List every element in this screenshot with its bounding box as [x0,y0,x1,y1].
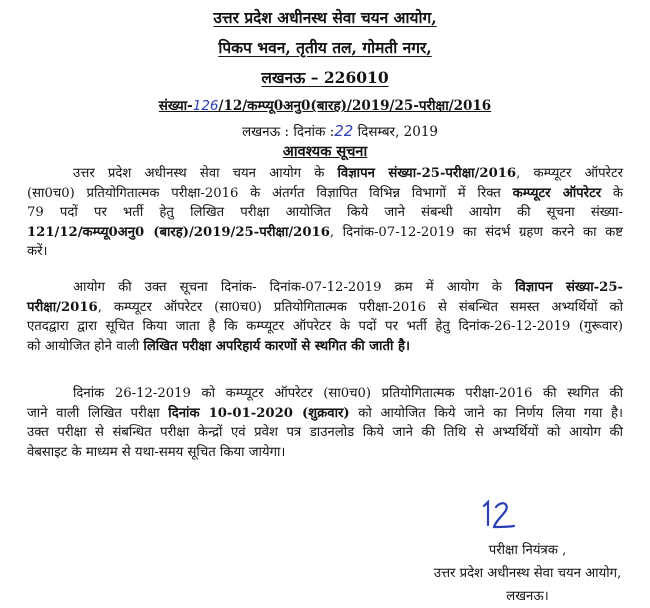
signatory-organization: उत्तर प्रदेश अधीनस्थ सेवा चयन आयोग, [433,566,622,581]
paragraph-1 [27,164,623,262]
handwritten-day: 22 [334,122,354,140]
text: , कम्प्यूटर ऑपरेटर (सा0च0) प्रतियोगितात्मक परीक्षा-2016 से संबन्धित समस्त अभ्यर्थियों को [97,299,623,315]
dateline-prefix: लखनऊ : दिनांक : [241,124,335,140]
text: जाने वाली लिखित परीक्षा [27,405,169,421]
org-name: उत्तर प्रदेश अधीनस्थ सेवा चयन आयोग, [213,8,437,27]
text: के [601,185,623,201]
reference-suffix: /12/कम्प्यू0अनु0(बारह)/2019/25-परीक्षा/2016 [218,98,492,114]
paragraph-3 [27,384,623,462]
dateline-suffix: दिसम्बर, 2019 [357,124,439,140]
text: , दिनांक-07-12-2019 का संदर्भ ग्रहण करने का कष्ट [329,224,623,240]
city-pin: लखनऊ – 226010 [261,68,389,87]
advertisement-number: विज्ञापन संख्या-25- [515,280,623,295]
reference-prefix: संख्या- [158,98,193,114]
postponement-statement: लिखित परीक्षा अपरिहार्य कारणों से स्थगित की जाती है। [143,338,410,354]
post-name: कम्प्यूटर ऑपरेटर [512,185,602,201]
handwritten-reference-number: 126 [192,98,219,114]
signatory-designation: परीक्षा नियंत्रक , [488,543,567,558]
text: को आयोजित होने वाली [27,338,144,354]
text: उक्त परीक्षा से संबन्धित परीक्षा केन्द्रों एवं प्रवेश पत्र डाउनलोड किये जाने की तिथि से अभ्यर्थियों को आयोग की [27,425,623,441]
text: उत्तर प्रदेश अधीनस्थ सेवा चयन आयोग के [73,166,338,181]
paragraph-2 [27,278,623,356]
dateline [0,121,650,142]
text: एतदद्वारा द्वारा सूचित किया जाता है कि कम्प्यूटर ऑपरेटर के पदों पर भर्ती हेतु दिनांक-26-12-2019 (गुरूवार) [27,319,623,335]
text: 79 पदों पर भर्ती हेतु लिखित परीक्षा आयोजित किये जाने संबन्धी आयोग की सूचना संख्या- [27,205,623,221]
text: (सा0च0) प्रतियोगितात्मक परीक्षा-2016 के अंतर्गत विज्ञापित विभिन्न विभागों में रिक्त [27,185,513,201]
advertisement-number: विज्ञापन संख्या-25-परीक्षा/2016 [337,166,517,181]
text: आयोग की उक्त सूचना दिनांक- दिनांक-07-12-2019 क्रम में आयोग के [73,280,516,295]
text: वेबसाइट के माध्यम से यथा-समय सूचित किया जायेगा। [27,444,286,460]
text: दिनांक 26-12-2019 को कम्प्यूटर ऑपरेटर (सा0च0) प्रतियोगितात्मक परीक्षा-2016 की स्थगित की [73,386,623,401]
text: को आयोजित किये जाने का निर्णय लिया गया है। [349,405,623,421]
new-exam-date: दिनांक 10-01-2020 (शुक्रवार) [168,405,350,421]
text: , कम्प्यूटर ऑपरेटर [516,166,623,181]
text: करें। [27,244,48,260]
advertisement-year: परीक्षा/2016 [27,299,98,315]
reference-number [0,96,650,116]
signatory-city: लखनऊ। [506,589,549,604]
notice-reference: 121/12/कम्प्यू0अनु0 (बारह)/2019/25-परीक्षा/2016 [27,224,330,240]
address-line: पिकप भवन, तृतीय तल, गोमती नगर, [218,38,432,57]
handwritten-signature [476,492,522,532]
notice-title: आवश्यक सूचना [282,143,368,160]
